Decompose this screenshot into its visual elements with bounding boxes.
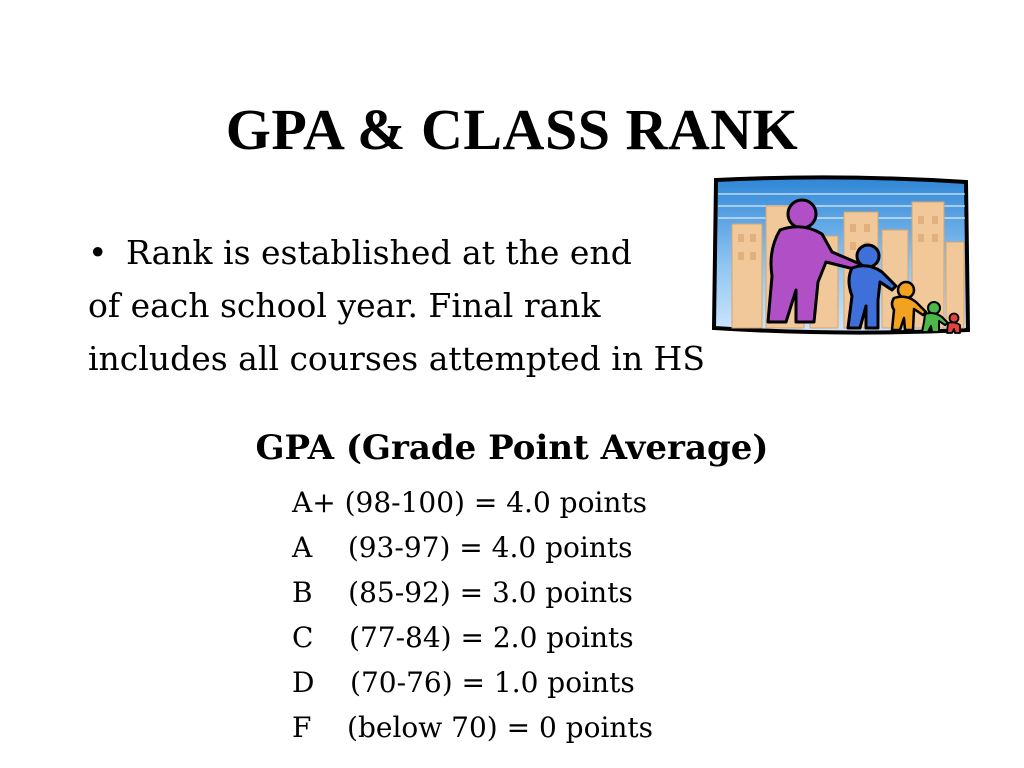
gpa-heading: GPA (Grade Point Average): [255, 428, 769, 468]
grade-row-a: A (93-97) = 4.0 points: [292, 531, 633, 564]
family-walking-clipart-icon: [710, 172, 972, 338]
grade-row-a-plus: A+ (98-100) = 4.0 points: [292, 486, 648, 519]
bullet-line-1-text: Rank is established at the end: [126, 233, 632, 272]
bullet-line-3: includes all courses attempted in HS: [88, 339, 705, 378]
bullet-line-1: [88, 226, 748, 279]
bullet-text: [88, 226, 748, 385]
grade-row-d: D (70-76) = 1.0 points: [292, 666, 635, 699]
bullet-marker: •: [88, 233, 108, 272]
grade-scale-list: [292, 480, 653, 750]
bullet-line-2: of each school year. Final rank: [88, 286, 601, 325]
grade-row-c: C (77-84) = 2.0 points: [292, 621, 634, 654]
slide-title: GPA & CLASS RANK: [225, 97, 799, 162]
grade-row-b: B (85-92) = 3.0 points: [292, 576, 633, 609]
grade-row-f: F (below 70) = 0 points: [292, 711, 654, 744]
